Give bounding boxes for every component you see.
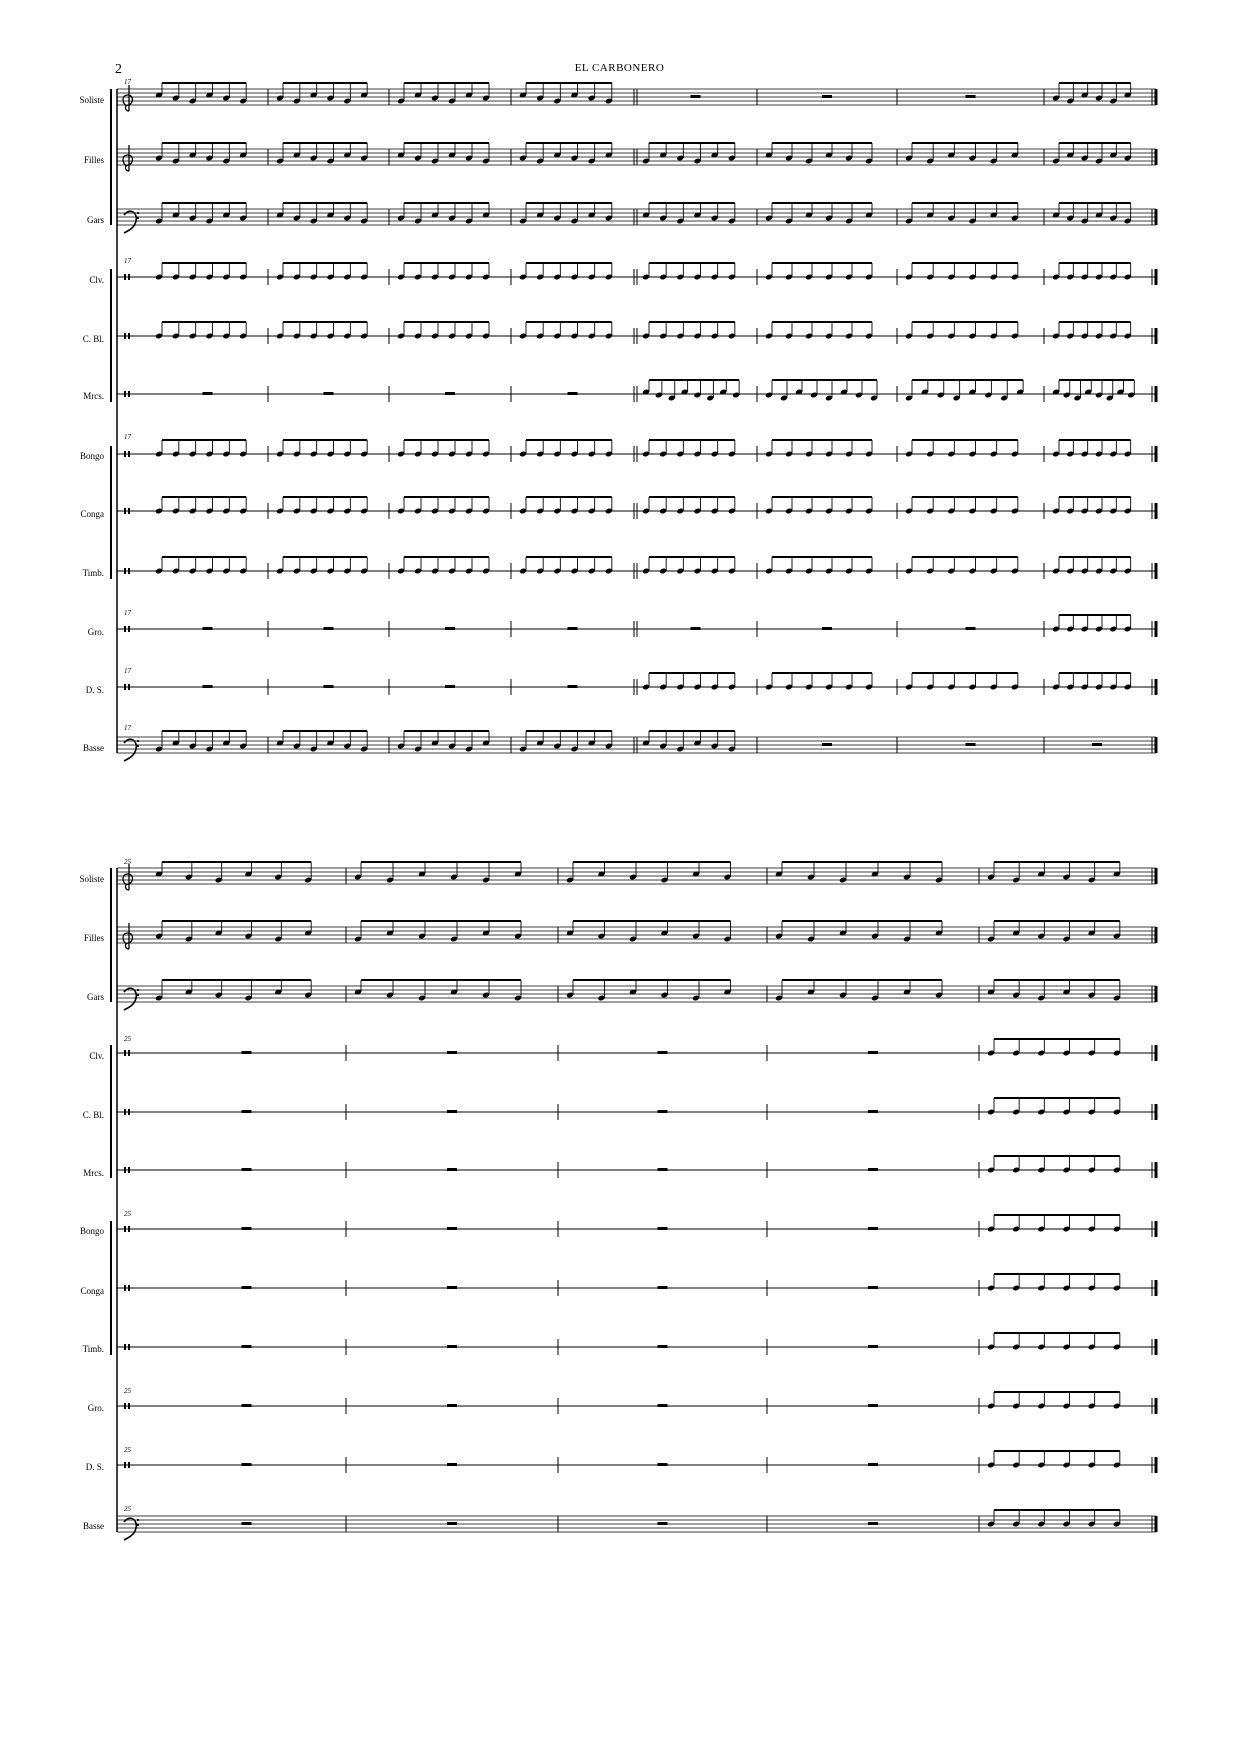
- whole-rest: [868, 1522, 878, 1525]
- clef: [137, 212, 139, 214]
- measure-number: 25: [124, 858, 131, 866]
- measure-number: 25: [124, 1210, 131, 1218]
- whole-rest: [658, 1522, 668, 1525]
- clef: [137, 994, 139, 996]
- whole-rest: [242, 1463, 252, 1466]
- staff-label-bongo: Bongo: [79, 451, 104, 461]
- whole-rest: [966, 743, 976, 746]
- measure-number: 17: [124, 78, 131, 86]
- whole-rest: [447, 1522, 457, 1525]
- whole-rest: [203, 627, 213, 630]
- whole-rest: [568, 627, 578, 630]
- whole-rest: [447, 1227, 457, 1230]
- whole-rest: [822, 743, 832, 746]
- whole-rest: [242, 1051, 252, 1054]
- whole-rest: [445, 392, 455, 395]
- whole-rest: [691, 627, 701, 630]
- whole-rest: [868, 1286, 878, 1289]
- staff-label-gars: Gars: [87, 992, 104, 1002]
- whole-rest: [242, 1286, 252, 1289]
- staff-label-filles: Filles: [83, 155, 104, 165]
- score-title: EL CARBONERO: [574, 62, 665, 74]
- staff-label-ds: D. S.: [85, 1462, 104, 1472]
- staff-label-basse: Basse: [83, 1521, 104, 1531]
- whole-rest: [658, 1168, 668, 1171]
- staff-label-gro: Gro.: [87, 1403, 104, 1413]
- staff-label-bongo: Bongo: [79, 1226, 104, 1236]
- staff-label-gars: Gars: [87, 215, 104, 225]
- whole-rest: [966, 95, 976, 98]
- whole-rest: [868, 1463, 878, 1466]
- whole-rest: [822, 95, 832, 98]
- staff-label-conga: Conga: [80, 1286, 104, 1296]
- whole-rest: [568, 685, 578, 688]
- whole-rest: [447, 1168, 457, 1171]
- whole-rest: [447, 1345, 457, 1348]
- clef: [137, 217, 139, 219]
- staff-label-timb: Timb.: [82, 1344, 104, 1354]
- whole-rest: [242, 1404, 252, 1407]
- staff-label-soliste: Soliste: [79, 874, 104, 884]
- whole-rest: [447, 1286, 457, 1289]
- measure-number: 17: [124, 257, 131, 265]
- whole-rest: [242, 1345, 252, 1348]
- staff-label-cbl: C. Bl.: [82, 1110, 104, 1120]
- whole-rest: [242, 1227, 252, 1230]
- whole-rest: [242, 1110, 252, 1113]
- staff-label-cbl: C. Bl.: [82, 334, 104, 344]
- clef: [124, 739, 136, 761]
- clef: [137, 989, 139, 991]
- whole-rest: [658, 1463, 668, 1466]
- whole-rest: [203, 685, 213, 688]
- staff-label-basse: Basse: [83, 743, 104, 753]
- whole-rest: [868, 1227, 878, 1230]
- measure-number: 25: [124, 1446, 131, 1454]
- staff-label-ds: D. S.: [85, 685, 104, 695]
- clef: [137, 740, 139, 742]
- whole-rest: [658, 1345, 668, 1348]
- whole-rest: [445, 685, 455, 688]
- measure-number: 25: [124, 1035, 131, 1043]
- measure-number: 17: [124, 609, 131, 617]
- whole-rest: [445, 627, 455, 630]
- whole-rest: [822, 627, 832, 630]
- whole-rest: [658, 1051, 668, 1054]
- staff-label-clv: Clv.: [89, 1051, 104, 1061]
- whole-rest: [658, 1404, 668, 1407]
- staff-label-conga: Conga: [80, 509, 104, 519]
- clef: [124, 988, 136, 1010]
- staff-label-clv: Clv.: [89, 275, 104, 285]
- clef: [124, 1518, 136, 1540]
- measure-number: 25: [124, 1505, 131, 1513]
- page-number: 2: [115, 62, 122, 77]
- clef: [137, 1524, 139, 1526]
- whole-rest: [324, 627, 334, 630]
- staff-label-soliste: Soliste: [79, 95, 104, 105]
- whole-rest: [868, 1404, 878, 1407]
- staff-label-gro: Gro.: [87, 627, 104, 637]
- whole-rest: [203, 392, 213, 395]
- whole-rest: [324, 685, 334, 688]
- clef: [137, 745, 139, 747]
- whole-rest: [447, 1463, 457, 1466]
- measure-number: 17: [124, 667, 131, 675]
- whole-rest: [868, 1168, 878, 1171]
- measure-number: 17: [124, 433, 131, 441]
- whole-rest: [868, 1345, 878, 1348]
- whole-rest: [447, 1110, 457, 1113]
- staff-label-mrcs: Mrcs.: [83, 391, 104, 401]
- whole-rest: [658, 1110, 668, 1113]
- whole-rest: [1092, 743, 1102, 746]
- whole-rest: [242, 1168, 252, 1171]
- whole-rest: [324, 392, 334, 395]
- whole-rest: [868, 1051, 878, 1054]
- whole-rest: [966, 627, 976, 630]
- clef: [124, 211, 136, 233]
- measure-number: 25: [124, 1387, 131, 1395]
- whole-rest: [691, 95, 701, 98]
- measure-number: 17: [124, 724, 131, 732]
- clef: [137, 1519, 139, 1521]
- staff-label-timb: Timb.: [82, 568, 104, 578]
- whole-rest: [658, 1286, 668, 1289]
- staff-label-mrcs: Mrcs.: [83, 1168, 104, 1178]
- whole-rest: [242, 1522, 252, 1525]
- whole-rest: [868, 1110, 878, 1113]
- whole-rest: [447, 1051, 457, 1054]
- whole-rest: [447, 1404, 457, 1407]
- whole-rest: [568, 392, 578, 395]
- whole-rest: [658, 1227, 668, 1230]
- staff-label-filles: Filles: [83, 933, 104, 943]
